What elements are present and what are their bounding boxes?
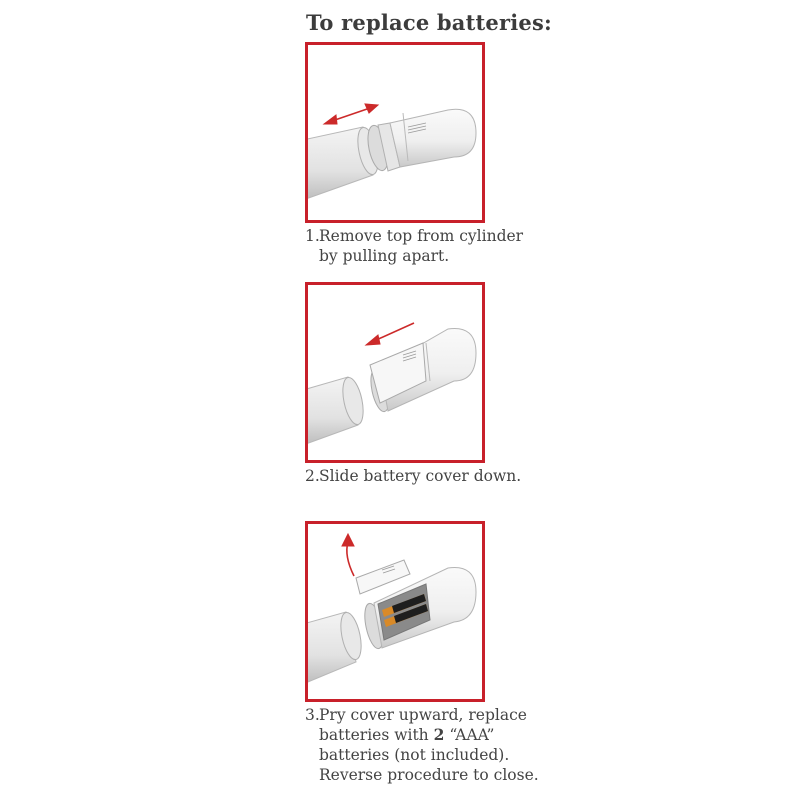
page-title: To replace batteries: xyxy=(306,10,552,35)
step-3-number: 3. xyxy=(305,706,320,724)
step-1-line-1: Remove top from cylinder xyxy=(319,227,524,245)
step-2-illustration xyxy=(305,282,485,463)
device-pull-apart-diagram xyxy=(308,45,482,220)
step-3-battery-count: 2 xyxy=(433,725,445,744)
device-pry-cover-diagram xyxy=(308,524,482,699)
step-3-line-2-pre: batteries with xyxy=(319,726,429,744)
pry-upward-arrow-icon xyxy=(342,534,354,576)
step-1-illustration xyxy=(305,42,485,223)
step-2-instructions xyxy=(305,466,521,486)
device-top-cap xyxy=(368,329,476,414)
step-2-line-1: Slide battery cover down. xyxy=(319,467,522,485)
step-1-line-2: by pulling apart. xyxy=(319,247,450,265)
device-body xyxy=(308,611,365,684)
device-body xyxy=(308,376,367,445)
pull-apart-arrow-icon xyxy=(324,104,378,124)
step-3-illustration xyxy=(305,521,485,702)
device-top-cap xyxy=(364,109,476,172)
step-3-line-3: batteries (not included). xyxy=(319,746,510,764)
step-1-number: 1. xyxy=(305,227,320,245)
device-slide-cover-diagram xyxy=(308,285,482,460)
step-3-line-4: Reverse procedure to close. xyxy=(319,766,539,784)
step-3-instructions xyxy=(305,705,539,785)
step-1-instructions xyxy=(305,226,523,266)
battery-cover xyxy=(356,560,410,594)
step-3-line-1: Pry cover upward, replace xyxy=(319,706,527,724)
slide-down-arrow-icon xyxy=(366,323,414,345)
step-3-battery-type: “AAA” xyxy=(449,726,495,744)
step-2-number: 2. xyxy=(305,467,320,485)
